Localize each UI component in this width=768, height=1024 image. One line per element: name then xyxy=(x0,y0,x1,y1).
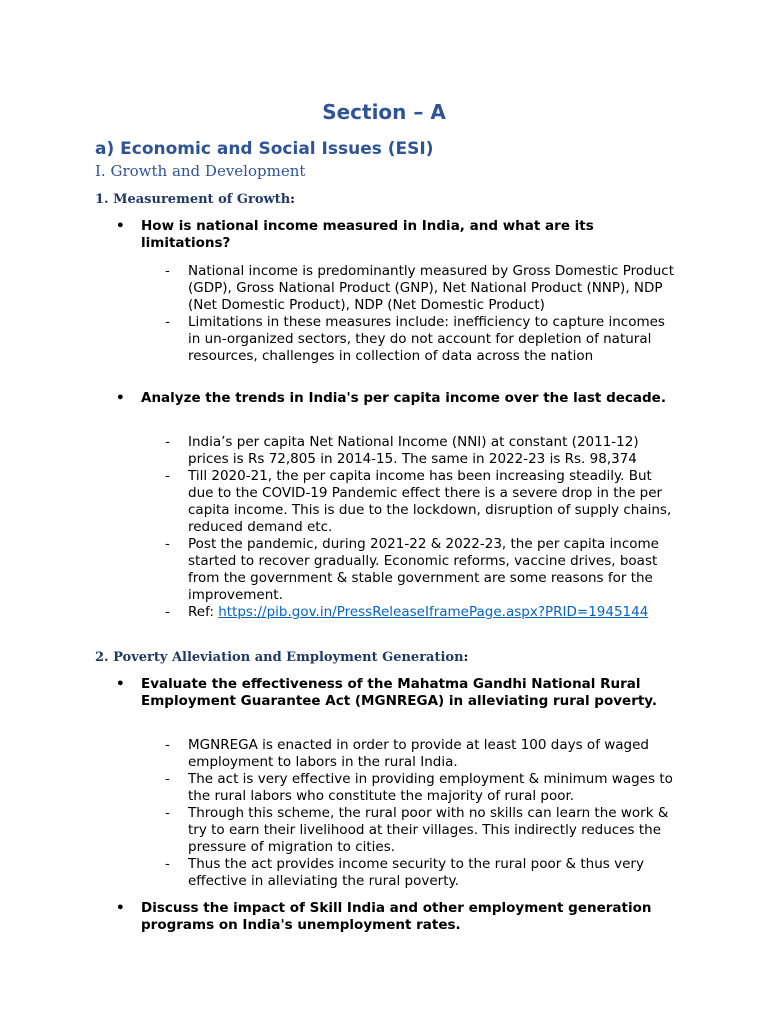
subheading-colon: : xyxy=(290,192,295,207)
dash-icon: - xyxy=(165,434,170,450)
answer-text: Limitations in these measures include: inefficiency to capture incomes in un-organized sectors, they do not account for depletion of natural resources, challenges in collection of data across the nation xyxy=(188,314,665,364)
answer-text: Till 2020-21, the per capita income has been increasing steadily. But due to the COVID-19 Pandemic effect there is a severe drop in the per capita income. This is due to the lockdown, disruption of supply chains, reduced demand etc. xyxy=(188,468,672,535)
section-title: Section – A xyxy=(322,100,446,124)
answer-text: Through this scheme, the rural poor with no skills can learn the work & try to earn their livelihood at their villages. This indirectly reduces the pressure of migration to cities. xyxy=(188,805,669,855)
subheading-poverty-alleviation xyxy=(95,650,468,665)
question-text: Evaluate the effectiveness of the Mahatma Gandhi National Rural Employment Guarantee Act (MGNREGA) in alleviating rural poverty. xyxy=(141,676,657,709)
bullet-icon: • xyxy=(116,900,125,916)
subheading-measurement-of-growth xyxy=(95,192,295,207)
answer-item xyxy=(165,771,675,805)
answer-text: India’s per capita Net National Income (NNI) at constant (2011-12) prices is Rs 72,805 in 2014-15. The same in 2022-23 is Rs. 98,374 xyxy=(188,434,639,467)
answer-list-national-income xyxy=(165,263,675,365)
heading-growth-development: I. Growth and Development xyxy=(95,162,306,180)
answer-item xyxy=(165,805,675,856)
dash-icon: - xyxy=(165,737,170,753)
answer-item xyxy=(165,737,675,771)
dash-icon: - xyxy=(165,536,170,552)
bullet-icon: • xyxy=(116,676,125,692)
answer-text: Thus the act provides income security to the rural poor & thus very effective in alleviating the rural poverty. xyxy=(188,856,644,889)
dash-icon: - xyxy=(165,604,170,620)
answer-text: The act is very effective in providing employment & minimum wages to the rural labors who constitute the majority of rural poor. xyxy=(188,771,673,804)
dash-icon: - xyxy=(165,805,170,821)
ref-link[interactable]: https://pib.gov.in/PressReleaseIframePage.aspx?PRID=1945144 xyxy=(218,604,649,620)
subheading-colon: : xyxy=(463,650,469,665)
dash-icon: - xyxy=(165,468,170,484)
answer-item xyxy=(165,604,675,621)
dash-icon: - xyxy=(165,856,170,872)
answer-text: National income is predominantly measured by Gross Domestic Product (GDP), Gross National Product (GNP), Net National Product (NNP), NDP (Net Domestic Product), NDP (Net Domestic Product) xyxy=(188,263,675,313)
answer-item xyxy=(165,263,675,314)
answer-text: MGNREGA is enacted in order to provide at least 100 days of waged employment to labors in the rural India. xyxy=(188,737,649,770)
answer-item xyxy=(165,536,675,604)
answer-item xyxy=(165,468,675,536)
answer-text: Post the pandemic, during 2021-22 & 2022-23, the per capita income started to recover gradually. Economic reforms, vaccine drives, boast from the government & stable government are some reasons for the improvement. xyxy=(188,536,659,603)
dash-icon: - xyxy=(165,314,170,330)
answer-item xyxy=(165,856,675,890)
heading-esi: a) Economic and Social Issues (ESI) xyxy=(95,139,434,159)
question-text: Discuss the impact of Skill India and other employment generation programs on India's unemployment rates. xyxy=(141,900,652,933)
question-text: Analyze the trends in India's per capita income over the last decade. xyxy=(141,390,666,406)
subheading-label: 1. Measurement of Growth xyxy=(95,192,291,207)
ref-label: Ref: xyxy=(188,604,219,620)
subheading-label: 2. Poverty Alleviation and Employment Generation xyxy=(95,650,464,665)
answer-list-mgnrega xyxy=(165,737,675,890)
bullet-icon: • xyxy=(116,390,125,406)
bullet-icon: • xyxy=(116,218,125,234)
answer-item xyxy=(165,314,675,365)
dash-icon: - xyxy=(165,771,170,787)
answer-item xyxy=(165,434,675,468)
answer-list-per-capita-income xyxy=(165,434,675,621)
question-text: How is national income measured in India, and what are its limitations? xyxy=(141,218,594,251)
dash-icon: - xyxy=(165,263,170,279)
